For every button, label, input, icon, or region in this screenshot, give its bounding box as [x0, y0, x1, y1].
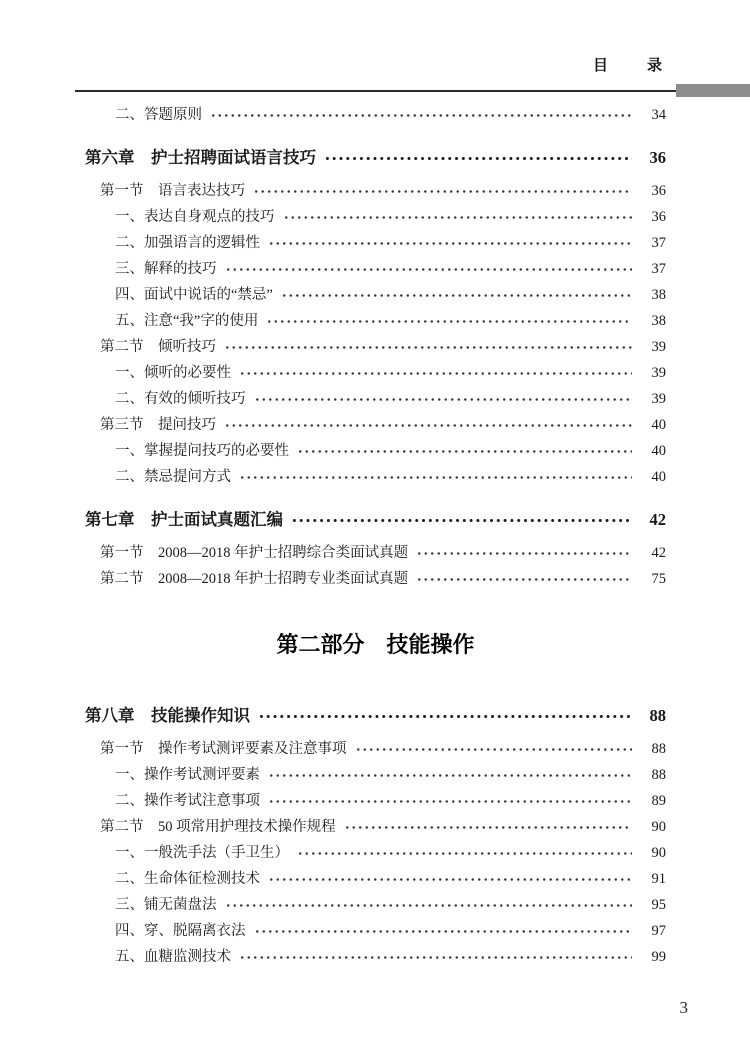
toc-list: [85, 102, 666, 970]
toc-entry-label: 第六章 护士招聘面试语言技巧: [85, 148, 316, 167]
toc-entry-page-number: 39: [651, 365, 666, 381]
toc-entry-section: [100, 540, 666, 566]
toc-entry-label: 二、有效的倾听技巧: [115, 391, 246, 407]
toc-entry-item: [115, 102, 666, 128]
toc-entry-label: 一、倾听的必要性: [115, 365, 231, 381]
toc-entry-label: 第二节 2008—2018 年护士招聘专业类面试真题: [100, 571, 409, 587]
dot-leader: [268, 771, 632, 779]
header-rule: [75, 84, 750, 97]
dot-leader: [239, 369, 632, 377]
dot-leader: [225, 265, 633, 273]
toc-entry-page-number: 90: [651, 819, 666, 835]
toc-entry-section: [100, 178, 666, 204]
header-rule-bar: [676, 84, 750, 97]
toc-entry-chapter: [85, 142, 666, 174]
dot-leader: [253, 187, 632, 195]
dot-leader: [324, 154, 632, 162]
toc-entry-page-number: 75: [651, 571, 666, 587]
part-divider-title: 第二部分 技能操作: [276, 632, 475, 657]
toc-entry-page-number: 36: [651, 183, 666, 199]
dot-leader: [224, 421, 632, 429]
toc-entry-page-number: 42: [651, 545, 666, 561]
toc-entry-item: [115, 230, 666, 256]
header-rule-line: [75, 90, 676, 92]
dot-leader: [239, 473, 632, 481]
toc-entry-item: [115, 762, 666, 788]
toc-entry-page-number: 42: [649, 510, 666, 529]
dot-leader: [416, 575, 632, 583]
toc-entry-label: 第二节 50 项常用护理技术操作规程: [100, 819, 336, 835]
toc-entry-item: [115, 308, 666, 334]
toc-entry-page-number: 88: [651, 767, 666, 783]
toc-entry-page-number: 38: [651, 287, 666, 303]
toc-entry-label: 二、生命体征检测技术: [115, 871, 260, 887]
toc-entry-label: 第三节 提问技巧: [100, 417, 216, 433]
toc-entry-section: [100, 814, 666, 840]
toc-entry-section: [100, 566, 666, 592]
toc-entry-label: 一、操作考试测评要素: [115, 767, 260, 783]
toc-entry-page-number: 95: [651, 897, 666, 913]
dot-leader: [239, 953, 632, 961]
page-header: [75, 54, 750, 97]
toc-entry-section: [100, 334, 666, 360]
dot-leader: [268, 239, 632, 247]
toc-entry-item: [115, 256, 666, 282]
toc-entry-label: 第二节 倾听技巧: [100, 339, 216, 355]
toc-entry-label: 五、血糖监测技术: [115, 949, 231, 965]
toc-entry-item: [115, 282, 666, 308]
toc-entry-label: 三、铺无菌盘法: [115, 897, 217, 913]
dot-leader: [254, 927, 633, 935]
toc-entry-item: [115, 944, 666, 970]
toc-entry-label: 第一节 2008—2018 年护士招聘综合类面试真题: [100, 545, 409, 561]
dot-leader: [210, 111, 632, 119]
toc-entry-page-number: 88: [649, 706, 666, 725]
toc-entry-page-number: 36: [651, 209, 666, 225]
toc-entry-page-number: 34: [651, 107, 666, 123]
toc-entry-label: 第一节 操作考试测评要素及注意事项: [100, 741, 347, 757]
toc-entry-page-number: 40: [651, 469, 666, 485]
dot-leader: [225, 901, 633, 909]
dot-leader: [283, 213, 633, 221]
toc-entry-item: [115, 788, 666, 814]
dot-leader: [268, 797, 632, 805]
toc-entry-page-number: 40: [651, 443, 666, 459]
toc-entry-item: [115, 438, 666, 464]
dot-leader: [254, 395, 633, 403]
toc-entry-item: [115, 892, 666, 918]
toc-entry-item: [115, 386, 666, 412]
toc-entry-label: 二、答题原则: [115, 107, 202, 123]
dot-leader: [266, 317, 632, 325]
toc-entry-page-number: 97: [651, 923, 666, 939]
dot-leader: [344, 823, 632, 831]
toc-entry-page-number: 91: [651, 871, 666, 887]
toc-entry-item: [115, 464, 666, 490]
toc-entry-label: 一、掌握提问技巧的必要性: [115, 443, 289, 459]
toc-entry-label: 一、表达自身观点的技巧: [115, 209, 275, 225]
toc-entry-page-number: 39: [651, 339, 666, 355]
dot-leader: [268, 875, 632, 883]
toc-entry-page-number: 38: [651, 313, 666, 329]
toc-entry-label: 三、解释的技巧: [115, 261, 217, 277]
toc-entry-page-number: 90: [651, 845, 666, 861]
toc-entry-label: 二、禁忌提问方式: [115, 469, 231, 485]
toc-entry-page-number: 39: [651, 391, 666, 407]
dot-leader: [281, 291, 632, 299]
toc-entry-label: 五、注意“我”字的使用: [115, 313, 259, 329]
dot-leader: [297, 849, 632, 857]
toc-entry-section: [100, 736, 666, 762]
toc-entry-label: 二、加强语言的逻辑性: [115, 235, 260, 251]
toc-entry-page-number: 40: [651, 417, 666, 433]
toc-entry-item: [115, 204, 666, 230]
toc-entry-label: 第一节 语言表达技巧: [100, 183, 245, 199]
toc-entry-label: 第八章 技能操作知识: [85, 706, 250, 725]
toc-entry-item: [115, 866, 666, 892]
toc-entry-item: [115, 918, 666, 944]
footer-page-number: 3: [679, 998, 688, 1017]
toc-entry-chapter: [85, 700, 666, 732]
toc-entry-page-number: 88: [651, 741, 666, 757]
toc-entry-label: 四、面试中说话的“禁忌”: [115, 287, 273, 303]
toc-entry-page-number: 37: [651, 235, 666, 251]
dot-leader: [291, 516, 632, 524]
toc-entry-page-number: 36: [649, 148, 666, 167]
dot-leader: [224, 343, 632, 351]
toc-entry-item: [115, 360, 666, 386]
dot-leader: [416, 549, 632, 557]
toc-entry-label: 一、一般洗手法（手卫生）: [115, 845, 289, 861]
dot-leader: [258, 712, 632, 720]
dot-leader: [355, 745, 633, 753]
dot-leader: [297, 447, 632, 455]
toc-entry-page-number: 99: [651, 949, 666, 965]
header-title: 目 录: [592, 58, 665, 74]
toc-entry-label: 二、操作考试注意事项: [115, 793, 260, 809]
toc-entry-label: 第七章 护士面试真题汇编: [85, 510, 283, 529]
toc-entry-section: [100, 412, 666, 438]
toc-entry-item: [115, 840, 666, 866]
toc-entry-label: 四、穿、脱隔离衣法: [115, 923, 246, 939]
toc-entry-page-number: 37: [651, 261, 666, 277]
toc-entry-page-number: 89: [651, 793, 666, 809]
toc-entry-chapter: [85, 504, 666, 536]
